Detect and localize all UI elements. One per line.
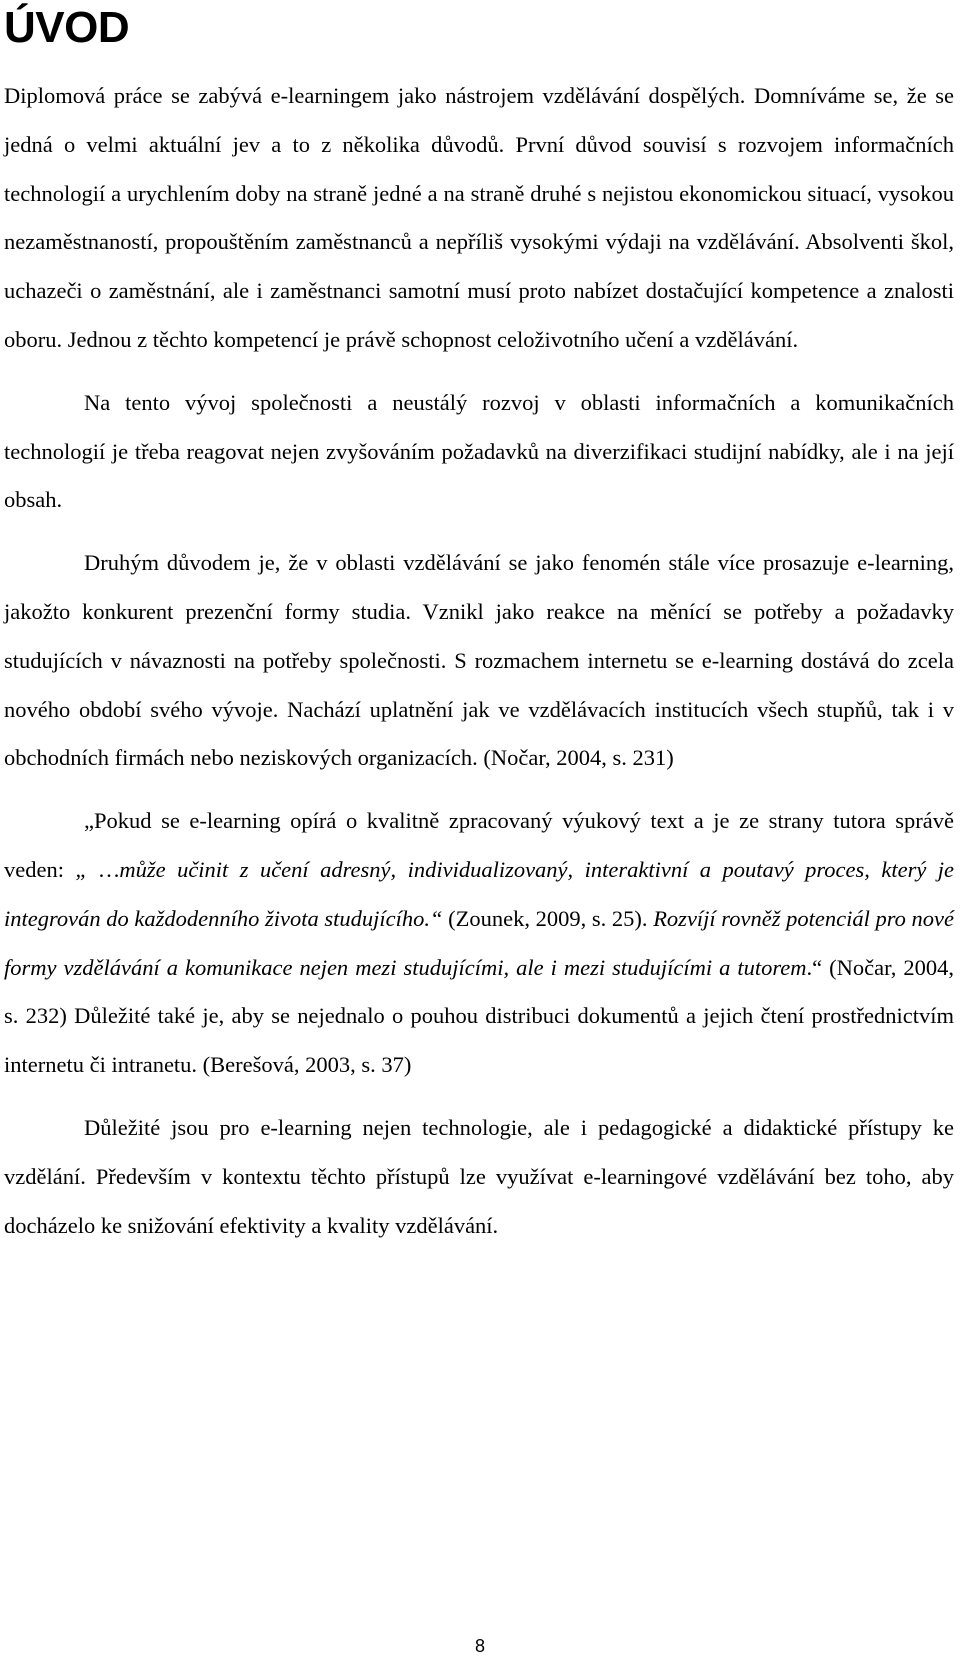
quote-italic-2: Rozvíjí rovněž potenciál pro nové formy vzdělávání a komunikace nejen mezi studujícími, ale i mezi studujícími a tutorem — [4, 905, 954, 980]
paragraph-intro: Diplomová práce se zabývá e-learningem jako nástrojem vzdělávání dospělých. Domníváme se, že se jedná o velmi aktuální jev a to z několika důvodů. První důvod souvisí s rozvojem informačních technologií a urychlením doby na straně jedné a na straně druhé s nejistou ekonomickou situací, vysokou nezaměstnaností, propouštěním zaměstnanců a nepříliš vysokými výdaji na vzdělávání. Absolventi škol, uchazeči o zaměstnání, ale i zaměstnanci samotní musí proto nabízet dostačující kompetence a znalosti oboru. Jednou z těchto kompetencí je právě schopnost celoživotního učení a vzdělávání. — [4, 83, 954, 352]
quote-italic-1: „ …může učinit z učení adresný, individualizovaný, interaktivní a poutavý proces, který je integrován do každodenního života studujícího.“ — [4, 856, 954, 931]
quote-text-2: (Zounek, 2009, s. 25). — [442, 905, 654, 931]
paragraph-development: Na tento vývoj společnosti a neustálý rozvoj v oblasti informačních a komunikačních technologií je třeba reagovat nejen zvyšováním požadavků na diverzifikaci studijní nabídky, ale i na její obsah. — [4, 389, 954, 513]
chapter-heading: ÚVOD — [4, 3, 130, 52]
body-text — [4, 72, 954, 1264]
paragraph-quote — [4, 797, 954, 1090]
page-number: 8 — [474, 1636, 485, 1656]
paragraph-second-reason: Druhým důvodem je, že v oblasti vzdělávání se jako fenomén stále více prosazuje e-learning, jakožto konkurent prezenční formy studia. Vznikl jako reakce na měnící se potřeby a požadavky studujících v návaznosti na potřeby společnosti. S rozmachem internetu se e-learning dostává do zcela nového období svého vývoje. Nachází uplatnění jak ve vzdělávacích institucích všech stupňů, tak i v obchodních firmách nebo neziskových organizacích. (Nočar, 2004, s. 231) — [4, 550, 954, 771]
quote-text-3: .“ (Nočar, 2004, s. 232) Důležité také je, aby se nejednalo o pouhou distribuci dokumentů a jejich čtení prostřednictvím internetu či intranetu. (Berešová, 2003, s. 37) — [4, 954, 954, 1078]
paragraph-pedagogy: Důležité jsou pro e-learning nejen technologie, ale i pedagogické a didaktické přístupy ke vzdělání. Především v kontextu těchto přístupů lze využívat e-learningové vzdělávání bez toho, aby docházelo ke snižování efektivity a kvality vzdělávání. — [4, 1114, 954, 1238]
quote-text-1: „Pokud se e-learning opírá o kvalitně zpracovaný výukový text a je ze strany tutora správě veden: — [4, 808, 954, 882]
